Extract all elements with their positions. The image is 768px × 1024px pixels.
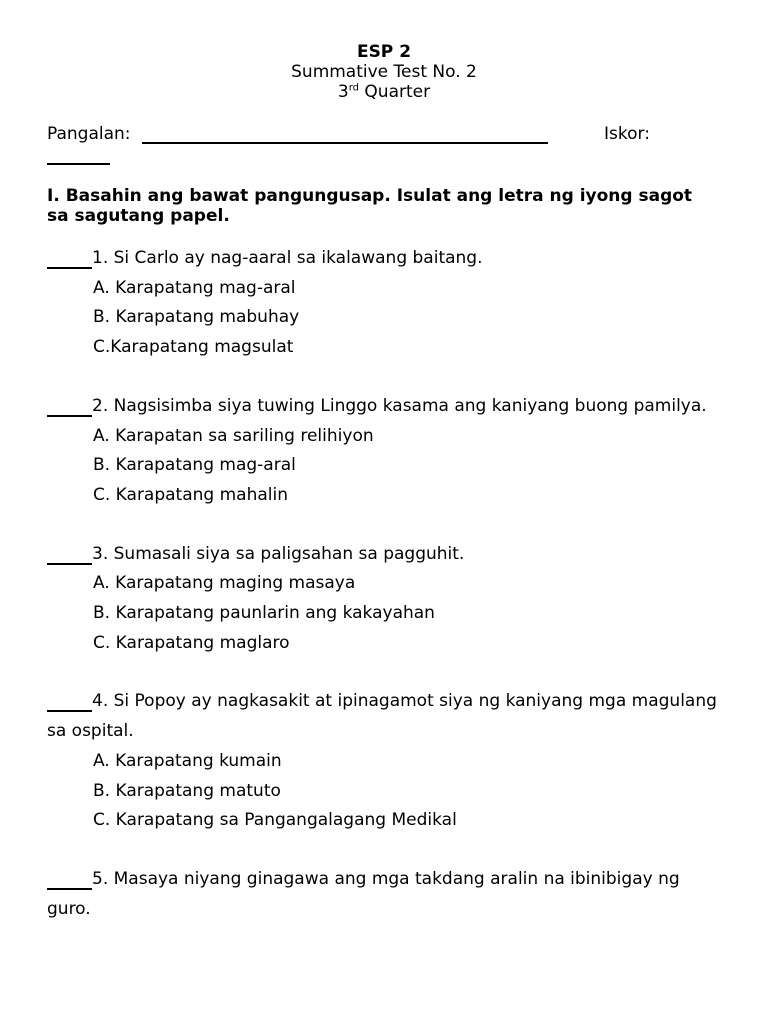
question-stem bbox=[47, 540, 727, 570]
score-blank-line bbox=[47, 145, 110, 165]
question-stem bbox=[47, 244, 727, 274]
answer-blank bbox=[47, 545, 92, 565]
test-name: Summative Test No. 2 bbox=[291, 62, 477, 82]
question-stem bbox=[47, 865, 727, 924]
answer-choice: B. Karapatang mabuhay bbox=[93, 307, 300, 328]
score-label: Iskor: bbox=[604, 124, 650, 144]
answer-choice: B. Karapatang mag-aral bbox=[93, 455, 296, 476]
answer-choice: C. Karapatang sa Pangangalagang Medikal bbox=[93, 810, 457, 831]
question-item bbox=[47, 244, 727, 363]
name-score-row bbox=[47, 124, 737, 144]
quarter-number: 3 bbox=[337, 82, 349, 102]
name-blank-line bbox=[142, 124, 548, 144]
answer-choice: A. Karapatang maging masaya bbox=[93, 573, 356, 594]
answer-blank bbox=[47, 692, 92, 712]
quarter-word: Quarter bbox=[364, 82, 431, 102]
subject-title: ESP 2 bbox=[356, 42, 412, 62]
question-text: 2. Nagsisimba siya tuwing Linggo kasama ang kaniyang buong pamilya. bbox=[92, 395, 707, 416]
name-label: Pangalan: bbox=[47, 124, 131, 144]
question-item bbox=[47, 540, 727, 659]
answer-choice: B. Karapatang paunlarin ang kakayahan bbox=[93, 603, 435, 624]
question-item bbox=[47, 392, 727, 511]
answer-blank bbox=[47, 249, 92, 269]
answer-blank bbox=[47, 397, 92, 417]
question-stem bbox=[47, 687, 727, 746]
question-text: 5. Masaya niyang ginagawa ang mga takdang aralin na ibinibigay ng guro. bbox=[47, 868, 680, 919]
question-text: 1. Si Carlo ay nag-aaral sa ikalawang baitang. bbox=[92, 248, 483, 268]
answer-choice: A. Karapatan sa sariling relihiyon bbox=[93, 425, 374, 446]
answer-choice: A. Karapatang kumain bbox=[93, 750, 282, 771]
quarter-line bbox=[0, 82, 768, 102]
document-header bbox=[0, 42, 768, 102]
question-text: 4. Si Popoy ay nagkasakit at ipinagamot siya ng kaniyang mga magulang sa ospital. bbox=[47, 691, 717, 742]
instructions: I. Basahin ang bawat pangungusap. Isulat ang letra ng iyong sagot sa sagutang papel. bbox=[47, 186, 693, 226]
answer-choice: C.Karapatang magsulat bbox=[93, 337, 294, 358]
answer-blank bbox=[47, 870, 92, 890]
answer-choice: C. Karapatang mahalin bbox=[93, 484, 289, 505]
question-item bbox=[47, 687, 727, 836]
question-item bbox=[47, 865, 727, 924]
question-stem bbox=[47, 392, 727, 422]
answer-choice: A. Karapatang mag-aral bbox=[93, 277, 296, 298]
question-text: 3. Sumasali siya sa paligsahan sa pagguhit. bbox=[92, 543, 465, 564]
answer-choice: B. Karapatang matuto bbox=[93, 780, 281, 801]
quarter-suffix: rd bbox=[348, 82, 360, 94]
answer-choice: C. Karapatang maglaro bbox=[93, 632, 290, 653]
question-list bbox=[47, 244, 727, 953]
